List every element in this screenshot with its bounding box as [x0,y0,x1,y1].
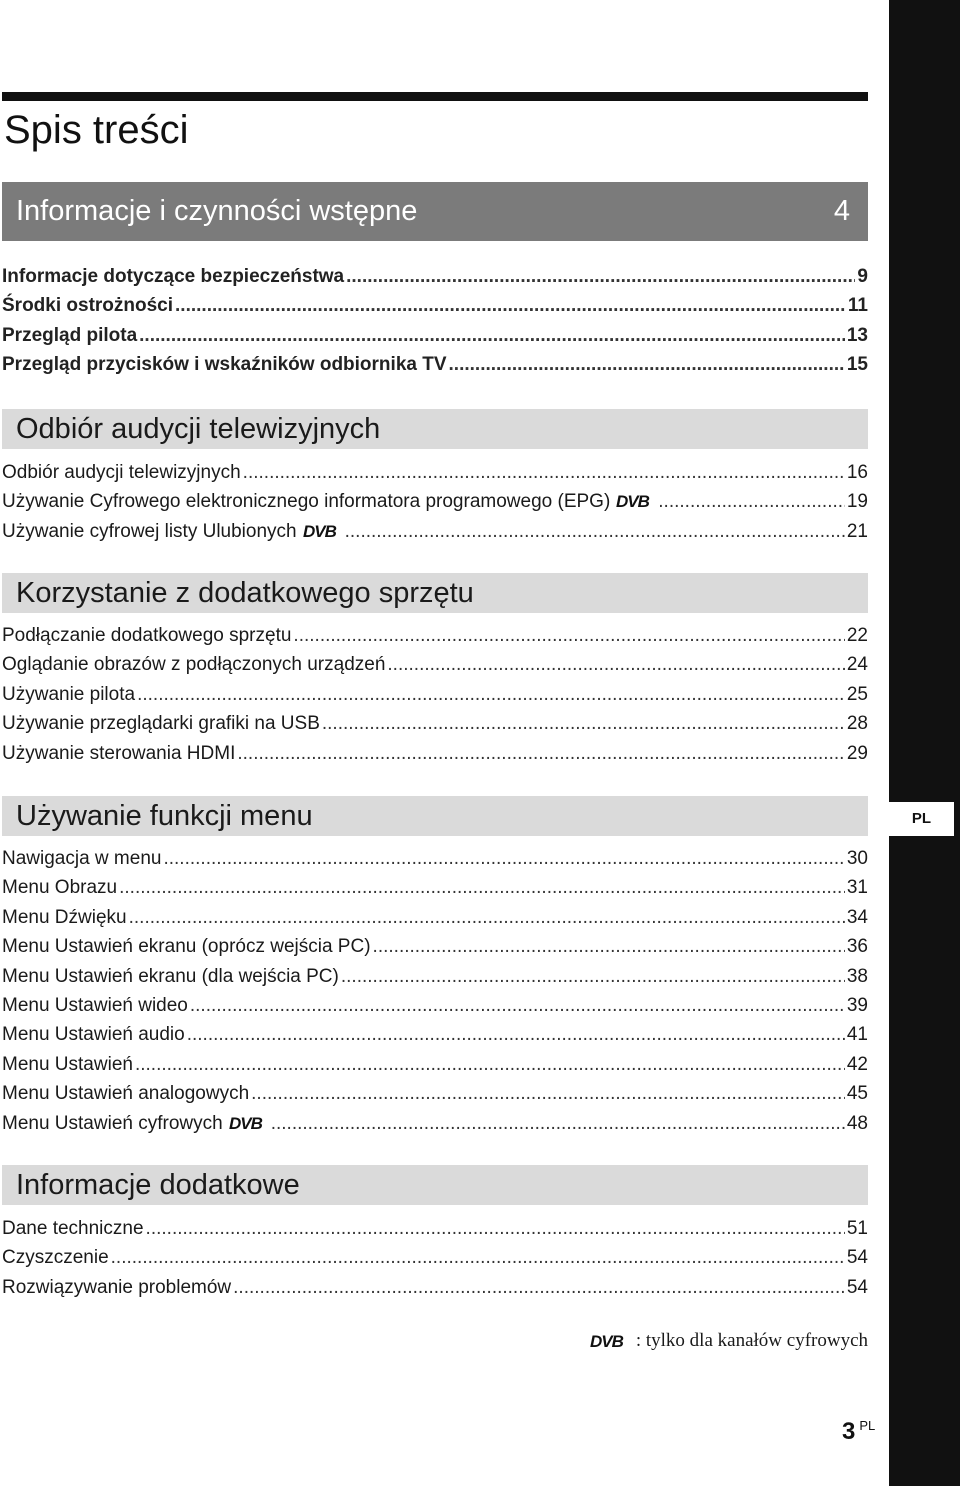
toc-entry-text: Rozwiązywanie problemów [2,1276,232,1298]
toc-entry-page: 42 [846,1053,868,1075]
toc-leader-dots [146,1218,845,1240]
toc-entry-label [2,1024,185,1046]
toc-entry-text: Menu Ustawień ekranu (oprócz wejścia PC) [2,936,371,958]
footnote-text: : tylko dla kanałów cyfrowych [635,1330,868,1351]
toc-entry-label [2,1277,231,1299]
section-title: Korzystanie z dodatkowego sprzętu [16,576,474,609]
toc-leader-dots [251,1083,845,1105]
toc-leader-dots [129,907,845,929]
toc-entry-label [2,1083,249,1105]
toc-entry-text: Nawigacja w menu [2,848,162,869]
toc-entry[interactable] [2,743,868,772]
toc-entry-page: 41 [846,1024,868,1046]
toc-entry[interactable] [2,654,868,683]
toc-list-additional [2,1218,868,1306]
toc-entry-page: 31 [846,877,868,899]
section-title: Używanie funkcji menu [16,799,313,832]
toc-entry-page: 51 [846,1218,868,1239]
page-title: Spis treści [4,108,189,152]
toc-leader-dots [119,877,845,899]
toc-leader-dots [111,1247,845,1269]
toc-entry-page: 36 [846,936,868,958]
toc-entry[interactable] [2,1054,868,1083]
toc-entry[interactable] [2,684,868,713]
toc-entry-label [2,713,320,735]
dvb-logo-icon [616,492,656,510]
language-tab: PL [889,802,954,836]
toc-entry-page: 15 [846,354,868,376]
toc-list-menu [2,848,868,1142]
toc-entry[interactable] [2,1083,868,1112]
toc-entry-page: 25 [846,683,868,705]
toc-entry-page: 30 [846,848,868,869]
page-number [842,1418,875,1446]
section-title: Informacje dodatkowe [16,1168,300,1201]
toc-entry[interactable] [2,995,868,1024]
toc-entry-page: 38 [846,965,868,987]
toc-entry-page: 54 [846,1247,868,1269]
section-header-tv [2,409,868,449]
toc-leader-dots [243,462,845,484]
toc-leader-dots [139,325,845,347]
toc-entry-text: Używanie pilota [2,683,136,705]
toc-entry-text: Menu Ustawień wideo [2,994,188,1016]
toc-entry-page: 28 [846,713,868,735]
toc-entry[interactable] [2,936,868,965]
toc-entry-text: Używanie przeglądarki grafiki na USB [2,713,320,735]
toc-entry-label [2,877,117,899]
section-title: Odbiór audycji telewizyjnych [16,412,381,445]
toc-entry-text: Oglądanie obrazów z podłączonych urządzeń [2,654,386,676]
toc-leader-dots [175,295,846,317]
toc-entry-text: Używanie cyfrowej listy Ulubionych [2,520,297,542]
toc-entry[interactable] [2,907,868,936]
section-header-additional [2,1165,868,1205]
toc-entry-label [2,462,241,484]
toc-entry-label [2,995,188,1017]
section-page: 4 [833,195,850,227]
toc-list-equipment [2,625,868,772]
toc-leader-dots [449,354,845,376]
toc-entry-page: 19 [846,491,868,513]
toc-entry-text: Menu Ustawień ekranu (dla wejścia PC) [2,965,339,987]
toc-entry[interactable] [2,848,868,877]
toc-entry-label [2,966,339,988]
toc-list-intro [2,266,868,384]
toc-entry-text: Menu Ustawień analogowych [2,1083,250,1105]
toc-entry-text: Przegląd przycisków i wskaźników odbiornika TV [2,354,447,376]
toc-entry-label [2,684,135,706]
section-header-equipment [2,573,868,613]
toc-leader-dots [190,995,845,1017]
toc-leader-dots [271,1113,845,1135]
svg-text:DVB: DVB [302,521,336,540]
toc-entry[interactable] [2,295,868,324]
toc-entry-page: 21 [846,520,868,542]
toc-leader-dots [137,684,845,706]
svg-text:DVB: DVB [616,492,650,511]
dvb-logo-icon [590,1332,630,1350]
toc-entry-text: Używanie sterowania HDMI [2,742,236,764]
toc-entry-label [2,936,371,958]
toc-entry[interactable] [2,625,868,654]
toc-leader-dots [293,625,844,647]
toc-entry[interactable] [2,325,868,354]
toc-leader-dots [237,743,845,765]
side-bar [889,0,960,1486]
toc-entry-label [2,1247,109,1269]
toc-leader-dots [345,521,845,543]
toc-entry-page: 11 [847,295,868,317]
toc-leader-dots [658,491,845,513]
toc-entry-text: Informacje dotyczące bezpieczeństwa [2,266,345,287]
toc-entry-text: Menu Obrazu [2,877,118,899]
dvb-logo-icon [303,522,343,540]
toc-entry-label [2,266,344,288]
toc-entry-text: Dane techniczne [2,1218,144,1239]
toc-leader-dots [341,966,845,988]
section-header-menu [2,796,868,836]
toc-entry-text: Czyszczenie [2,1247,109,1269]
toc-entry-page: 16 [846,462,868,483]
toc-entry-label [2,907,127,929]
toc-leader-dots [187,1024,845,1046]
toc-leader-dots [387,654,844,676]
toc-entry-page: 34 [846,906,868,928]
toc-entry-label [2,848,161,870]
toc-entry[interactable] [2,1024,868,1053]
section-title: Informacje i czynności wstępne [16,195,418,227]
toc-entry-label [2,1054,133,1076]
svg-text:DVB: DVB [228,1113,262,1132]
toc-entry-page: 24 [846,654,868,676]
dvb-logo-icon [229,1114,269,1132]
toc-leader-dots [233,1277,845,1299]
toc-entry[interactable] [2,1277,868,1306]
toc-entry-label [2,521,343,543]
toc-entry-page: 54 [846,1276,868,1298]
toc-entry[interactable] [2,1218,868,1247]
toc-entry-text: Menu Ustawień cyfrowych [2,1112,223,1134]
toc-entry-text: Menu Dźwięku [2,906,127,928]
svg-text:DVB: DVB [589,1332,623,1350]
toc-entry[interactable] [2,491,868,520]
toc-entry-page: 39 [846,994,868,1016]
toc-entry-page: 22 [846,625,868,646]
toc-entry-page: 48 [846,1112,868,1134]
toc-leader-dots [163,848,844,870]
toc-entry-label [2,654,385,676]
toc-entry-text: Odbiór audycji telewizyjnych [2,462,241,483]
toc-entry-label [2,1218,144,1240]
toc-entry-label [2,295,173,317]
toc-entry-text: Przegląd pilota [2,324,138,346]
toc-entry-label [2,491,656,513]
toc-entry[interactable] [2,354,868,383]
toc-entry[interactable] [2,713,868,742]
toc-leader-dots [373,936,845,958]
toc-entry-label [2,354,447,376]
toc-entry[interactable] [2,266,868,295]
top-rule [2,92,868,101]
toc-entry-label [2,325,137,347]
toc-leader-dots [135,1054,845,1076]
toc-entry[interactable] [2,521,868,550]
toc-leader-dots [346,266,855,288]
toc-entry-page: 45 [846,1083,868,1105]
toc-entry-text: Podłączanie dodatkowego sprzętu [2,625,292,646]
toc-entry-page: 9 [857,266,868,287]
toc-entry-label [2,743,235,765]
dvb-footnote [590,1330,868,1352]
toc-entry-text: Używanie Cyfrowego elektronicznego informatora programowego (EPG) [2,491,611,513]
section-header-intro [2,182,868,241]
toc-entry[interactable] [2,1247,868,1276]
page-number-value: 3 [842,1418,856,1445]
toc-list-tv [2,462,868,550]
toc-entry-page: 13 [846,324,868,346]
toc-leader-dots [322,713,845,735]
toc-entry[interactable] [2,1113,868,1142]
toc-entry[interactable] [2,966,868,995]
toc-entry-text: Menu Ustawień audio [2,1024,185,1046]
page-number-suffix: PL [859,1418,876,1433]
toc-entry[interactable] [2,462,868,491]
toc-entry-label [2,1113,269,1135]
toc-entry-text: Środki ostrożności [2,295,174,317]
toc-entry-label [2,625,291,647]
toc-entry-page: 29 [846,742,868,764]
toc-entry-text: Menu Ustawień [2,1053,133,1075]
toc-entry[interactable] [2,877,868,906]
